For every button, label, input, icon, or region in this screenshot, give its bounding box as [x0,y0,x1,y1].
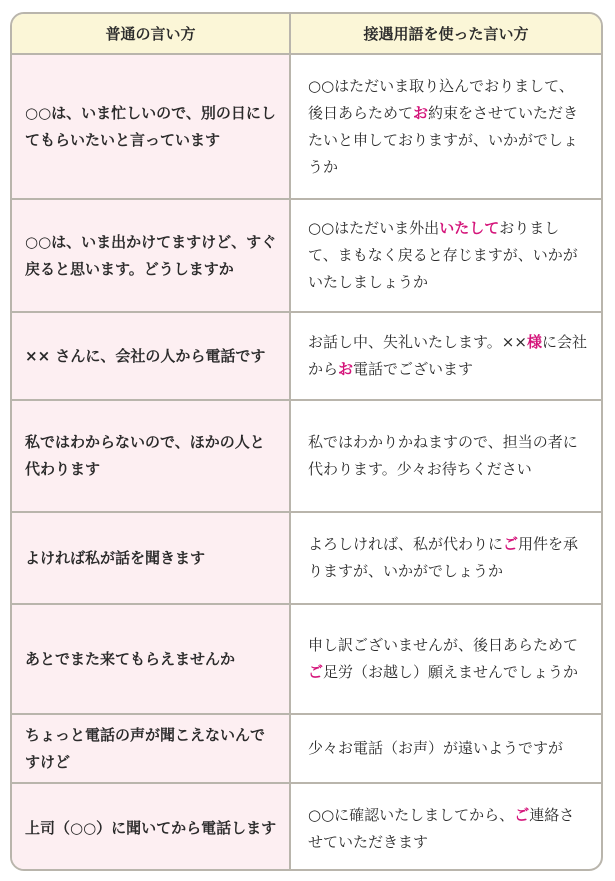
polite-expression [290,512,601,604]
polite-text-segment: ○○はただいま取り込んでおりまして、後日あらためて [308,76,574,122]
table-header-row [12,14,601,54]
table-body [12,54,601,871]
plain-expression: 私ではわからないので、ほかの人と代わります [12,400,290,512]
polite-expression [290,199,601,312]
highlighted-honorific: お [338,360,354,378]
polite-text-segment: 申し訳ございませんが、後日あらためて [308,636,579,654]
table-row [12,783,601,871]
polite-text-segment: に会社から [308,333,587,378]
polite-text-segment: よろしければ、私が代わりに [308,535,504,553]
highlighted-honorific: ご [503,535,519,553]
polite-text-segment: 少々お電話（お声）が遠いようですが [308,739,564,757]
polite-text-segment: 約束をさせていただきたいと申しておりますが、いかがでしょうか [308,103,579,176]
polite-text-segment: ○○はただいま外出 [308,219,440,237]
polite-text-segment: 足労（お越し）願えませんでしょうか [323,663,579,681]
highlighted-honorific: いたして [439,219,500,237]
polite-text-segment: 連絡させていただきます [308,805,575,851]
polite-expression [290,312,601,400]
plain-expression: ○○は、いま出かけてますけど、すぐ戻ると思います。どうしますか [12,199,290,312]
plain-expression: ちょっと電話の声が聞こえないんですけど [12,714,290,783]
table-row [12,512,601,604]
polite-text-segment: おりまして、まもなく戻ると存じますが、いかがいたしましょうか [308,219,578,291]
comparison-table [12,14,601,871]
polite-text-segment: 私ではわかりかねますので、担当の者に代わります。少々お待ちください [308,433,578,478]
polite-text-segment: 用件を承りますが、いかがでしょうか [308,535,579,580]
table-row [12,199,601,312]
header-polite: 接遇用語を使った言い方 [290,14,601,54]
plain-expression: ×× さんに、会社の人から電話です [12,312,290,400]
plain-expression: ○○は、いま忙しいので、別の日にしてもらいたいと言っています [12,54,290,199]
highlighted-honorific: ご [514,805,530,824]
polite-text-segment: ○○に確認いたしましてから、 [308,805,515,824]
polite-expression [290,714,601,783]
plain-expression: あとでまた来てもらえませんか [12,604,290,714]
table-row [12,54,601,199]
header-plain: 普通の言い方 [12,14,290,54]
table-row [12,400,601,512]
table-row [12,604,601,714]
table-row [12,312,601,400]
highlighted-honorific: ご [308,663,324,681]
highlighted-honorific: 様 [526,333,542,351]
polite-expression [290,54,601,199]
polite-expression [290,604,601,714]
polite-expression [290,400,601,512]
table-row [12,714,601,783]
plain-expression: 上司（○○）に聞いてから電話します [12,783,290,871]
highlighted-honorific: お [413,103,429,122]
polite-text-segment: お話し中、失礼いたします。×× [308,333,527,351]
polite-expression [290,783,601,871]
polite-text-segment: 電話でございます [353,360,474,378]
plain-expression: よければ私が話を聞きます [12,512,290,604]
comparison-table-frame [10,12,603,871]
